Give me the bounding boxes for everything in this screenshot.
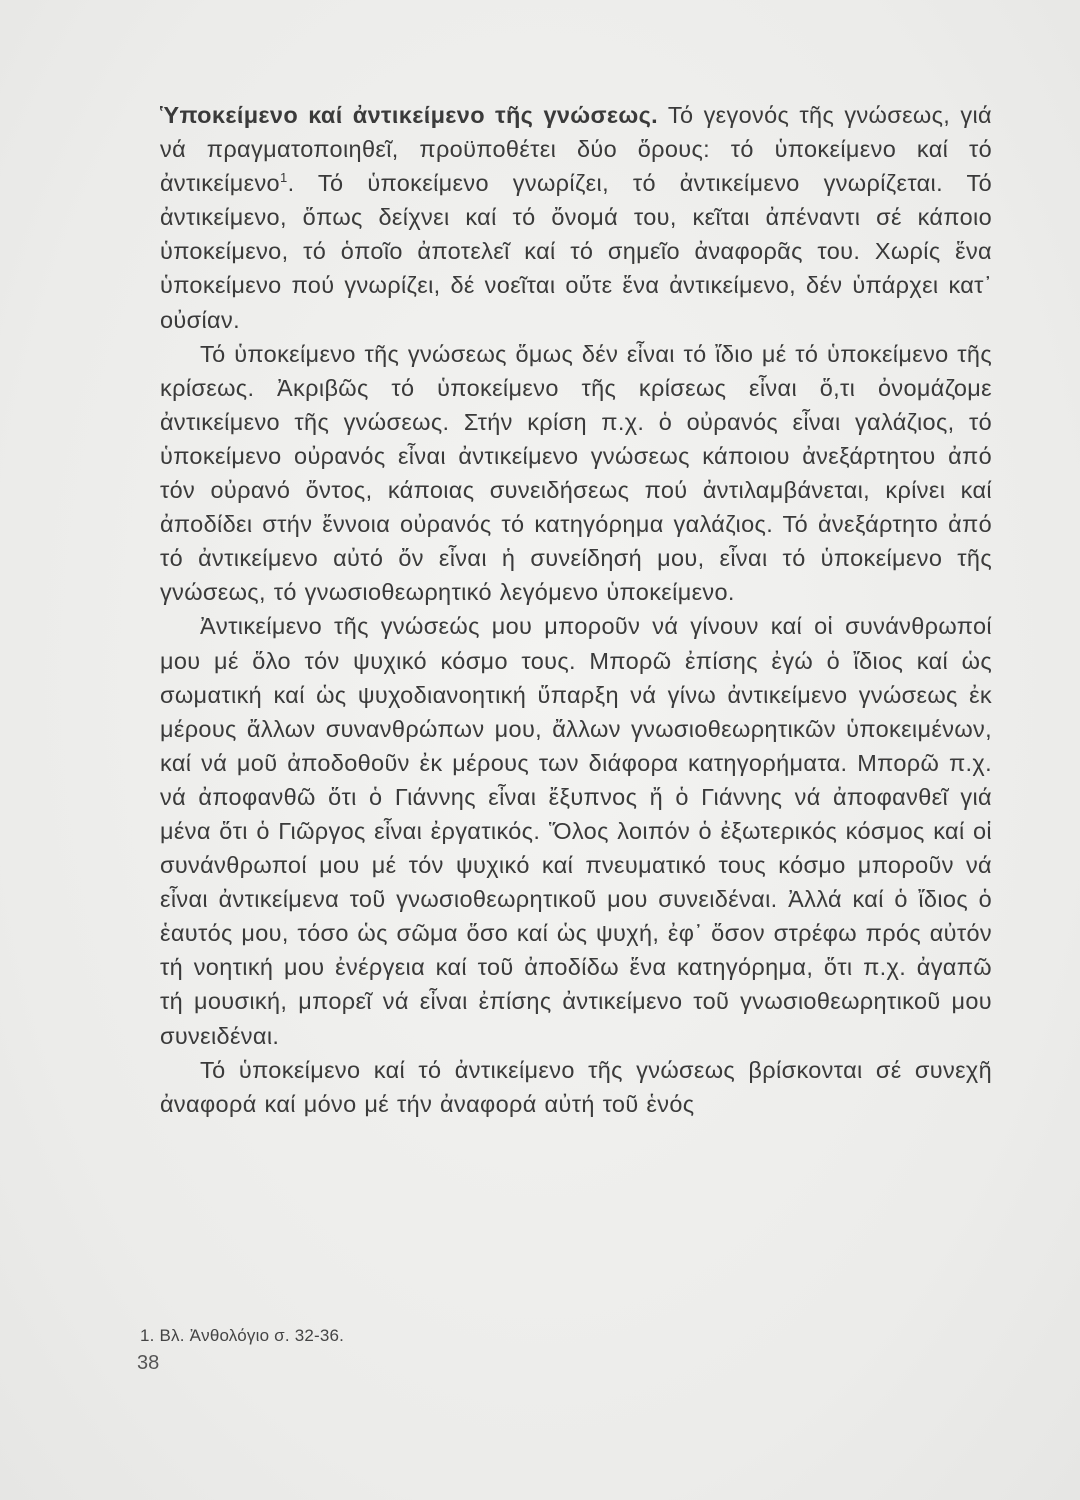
paragraph-1-text-a: Τό γεγονός τῆς γνώσεως, γιά νά πραγματοποιηθεῖ, προϋποθέτει δύο ὅρους: τό ὑποκείμενο καί τό ἀντικείμενο xyxy=(160,102,992,197)
paragraph-2: Τό ὑποκείμενο τῆς γνώσεως ὅμως δέν εἶναι τό ἴδιο μέ τό ὑποκείμενο τῆς κρίσεως. Ἀκριβῶς τό ὑποκείμενο τῆς κρίσεως εἶναι ὅ,τι ὀνομάζομε ἀντικείμενο τῆς γνώσεως. Στήν κρίση π.χ. ὁ οὐρανός εἶναι γαλάζιος, τό ὑποκείμενο οὐρανός εἶναι ἀντικείμενο γνώσεως κάποιου ἀνεξάρτητου ἀπό τόν οὐρανό ὄντος, κάποιας συνειδήσεως πού ἀντιλαμβάνεται, κρίνει καί ἀποδίδει στήν ἔννοια οὐρανός τό κατηγόρημα γαλάζιος. Τό ἀνεξάρτητο ἀπό τό ἀντικείμενο αὐτό ὄν εἶναι ἡ συνείδησή μου, εἶναι τό ὑποκείμενο τῆς γνώσεως, τό γνωσιοθεωρητικό λεγόμενο ὑποκείμενο. xyxy=(160,340,992,606)
paragraph-1 xyxy=(160,98,992,337)
footnote-reference: 1 xyxy=(279,170,288,186)
page-number: 38 xyxy=(137,1352,160,1374)
paragraph-1-text-b: . Τό ὑποκείμενο γνωρίζει, τό ἀντικείμενο γνωρίζεται. Τό ἀντικείμενο, ὅπως δείχνει καί τό ὄνομά του, κεῖται ἀπέναντι σέ κάποιο ὑποκείμενο, τό ὁποῖο ἀποτελεῖ καί τό σημεῖο ἀναφορᾶς του. Χωρίς ἕνα ὑποκείμενο πού γνωρίζει, δέ νοεῖται οὔτε ἕνα ἀντικείμενο, δέν ὑπάρχει κατ᾽ οὐσίαν. xyxy=(160,170,992,333)
body-text xyxy=(160,98,992,1121)
footnote: 1. Βλ. Ἀνθολόγιο σ. 32-36. xyxy=(140,1326,345,1345)
section-heading: Ὑποκείμενο καί ἀντικείμενο τῆς γνώσεως. xyxy=(160,102,659,128)
paragraph-4: Τό ὑποκείμενο καί τό ἀντικείμενο τῆς γνώσεως βρίσκονται σέ συνεχῆ ἀναφορά καί μόνο μέ τήν ἀναφορά αὐτή τοῦ ἑνός xyxy=(160,1056,992,1117)
paragraph-3: Ἀντικείμενο τῆς γνώσεώς μου μποροῦν νά γίνουν καί οἱ συνάνθρωποί μου μέ ὅλο τόν ψυχικό κόσμο τους. Μπορῶ ἐπίσης ἐγώ ὁ ἴδιος καί ὡς σωματική καί ὡς ψυχοδιανοητική ὕπαρξη νά γίνω ἀντικείμενο γνώσεως ἐκ μέρους ἄλλων συνανθρώπων μου, ἄλλων γνωσιοθεωρητικῶν ὑποκειμένων, καί νά μοῦ ἀποδοθοῦν ἐκ μέρους των διάφορα κατηγορήματα. Μπορῶ π.χ. νά ἀποφανθῶ ὅτι ὁ Γιάννης εἶναι ἔξυπνος ἤ ὁ Γιάννης νά ἀποφανθεῖ γιά μένα ὅτι ὁ Γιῶργος εἶναι ἐργατικός. Ὅλος λοιπόν ὁ ἐξωτερικός κόσμος καί οἱ συνάνθρωποί μου μέ τόν ψυχικό καί πνευματικό τους κόσμο μποροῦν νά εἶναι ἀντικείμενα τοῦ γνωσιοθεωρητικοῦ μου συνειδέναι. Ἀλλά καί ὁ ἴδιος ὁ ἑαυτός μου, τόσο ὡς σῶμα ὅσο καί ὡς ψυχή, ἐφ᾽ ὅσον στρέφω πρός αὐτόν τή νοητική μου ἐνέργεια καί τοῦ ἀποδίδω ἕνα κατηγόρημα, ὅτι π.χ. ἀγαπῶ τή μουσική, μπορεῖ νά εἶναι ἐπίσης ἀντικείμενο τοῦ γνωσιοθεωρητικοῦ μου συνειδέναι. xyxy=(160,613,992,1049)
